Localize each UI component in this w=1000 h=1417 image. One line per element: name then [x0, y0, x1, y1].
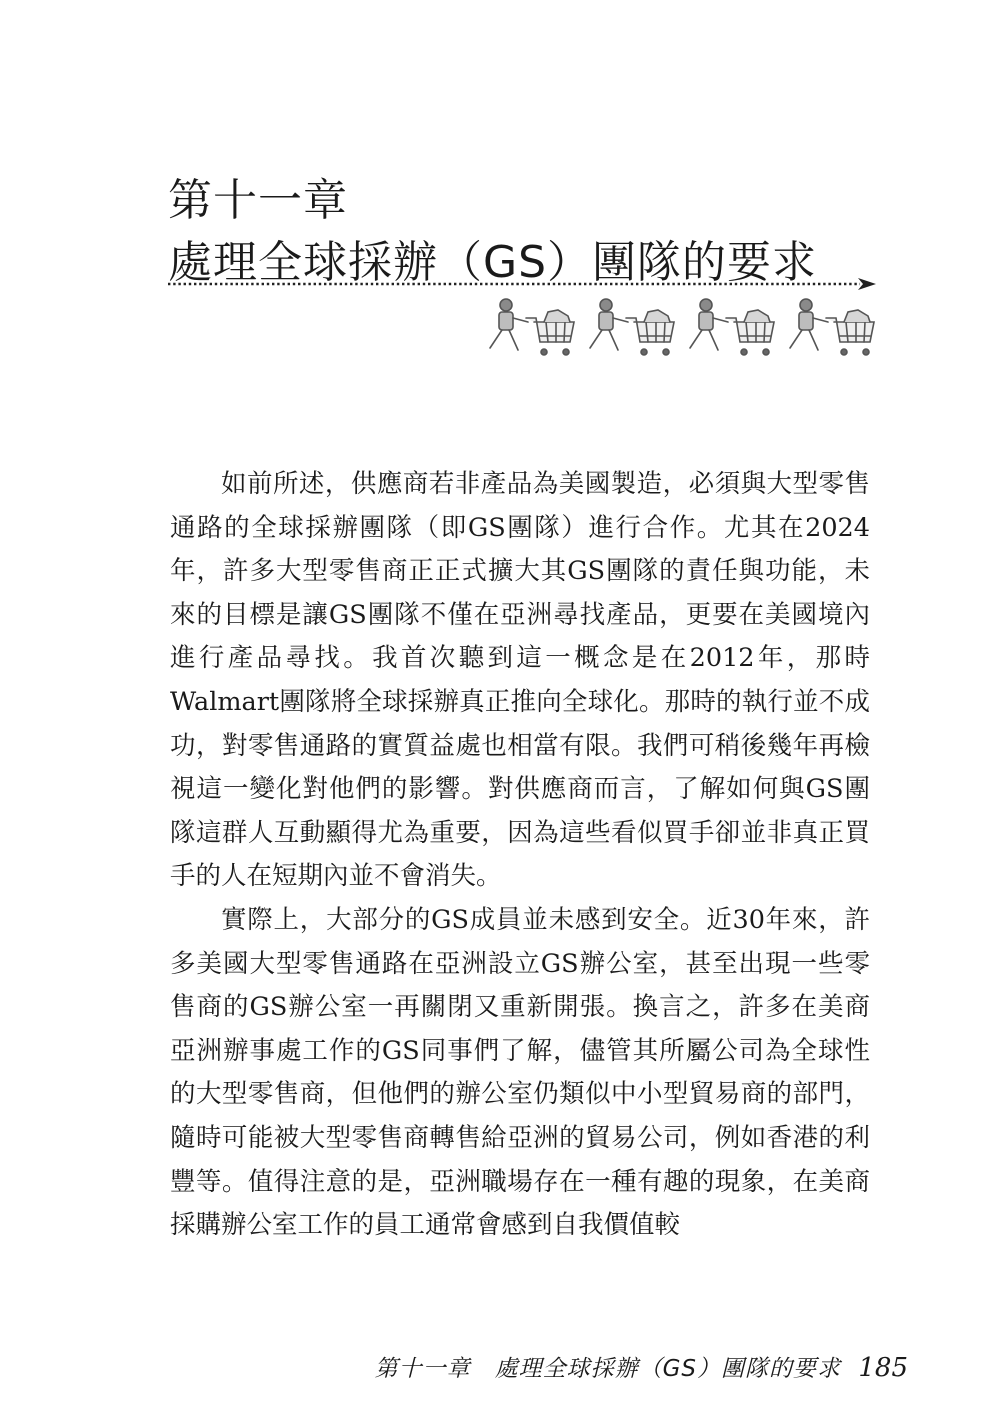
- shoppers-pushing-carts-icon: [478, 296, 878, 368]
- chapter-number: 第十一章: [168, 175, 348, 226]
- chapter-heading: 處理全球採辦（GS）團隊的要求: [168, 237, 818, 288]
- page-footer: [375, 1350, 908, 1383]
- chapter-title: [168, 170, 817, 294]
- page-number: 185: [858, 1353, 908, 1383]
- paragraph: 實際上，大部分的GS成員並未感到安全。近30年來，許多美國大型零售通路在亞洲設立GS辦公室，甚至出現一些零售商的GS辦公室一再關閉又重新開張。換言之，許多在美商亞洲辦事處工作的GS同事們了解，儘管其所屬公司為全球性的大型零售商，但他們的辦公室仍類似中小型貿易商的部門，隨時可能被大型零售商轉售給亞洲的貿易公司，例如香港的利豐等。值得注意的是，亞洲職場存在一種有趣的現象，在美商採購辦公室工作的員工通常會感到自我價值較: [170, 904, 870, 1241]
- dotted-arrow-rule: [168, 277, 876, 291]
- body-text: [170, 463, 870, 1248]
- running-title: 第十一章 處理全球採辦（GS）團隊的要求: [374, 1356, 842, 1382]
- paragraph: 如前所述，供應商若非產品為美國製造，必須與大型零售通路的全球採辦團隊（即GS團隊）進行合作。尤其在2024年，許多大型零售商正正式擴大其GS團隊的責任與功能，未來的目標是讓GS團隊不僅在亞洲尋找產品，更要在美國境內進行產品尋找。我首次聽到這一概念是在2012年，那時Walmart團隊將全球採辦真正推向全球化。那時的執行並不成功，對零售通路的實質益處也相當有限。我們可稍後幾年再檢視這一變化對他們的影響。對供應商而言，了解如何與GS團隊這群人互動顯得尤為重要，因為這些看似買手卻並非真正買手的人在短期內並不會消失。: [170, 469, 870, 892]
